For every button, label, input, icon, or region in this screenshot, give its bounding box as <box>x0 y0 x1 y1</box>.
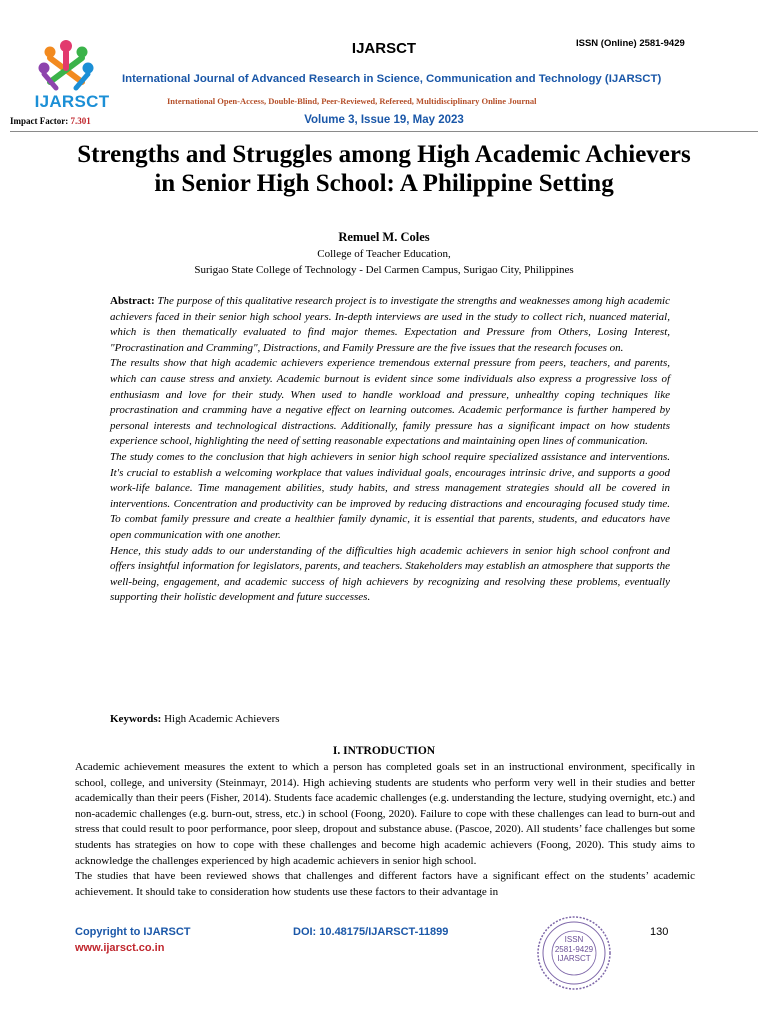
journal-full-name: International Journal of Advanced Research in Science, Communication and Technology (IJARSCT) <box>122 73 662 85</box>
abstract <box>110 294 670 606</box>
keywords-value: High Academic Achievers <box>161 713 280 725</box>
volume-issue: Volume 3, Issue 19, May 2023 <box>304 114 464 126</box>
keywords-label: Keywords: <box>110 713 162 725</box>
abstract-paragraph-1 <box>110 294 670 356</box>
paper-title: Strengths and Struggles among High Academic Achievers in Senior High School: A Philippine Setting <box>77 141 691 197</box>
abstract-label: Abstract <box>110 295 151 307</box>
logo-wordmark: IJARSCT <box>34 92 110 111</box>
abstract-paragraph-4: Hence, this study adds to our understanding of the difficulties high academic achievers in senior high school confront and offers insightful information for legislators, parents, and teachers. Stakeholders may establish an atmosphere that supports the well-being, engagement, and academic success of high achievers by recognizing and resolving these problems, eventually supporting their holistic development and future successes. <box>110 544 670 604</box>
introduction-body <box>75 760 695 900</box>
issn-seal-text <box>536 935 612 964</box>
affiliation-line-1: College of Teacher Education, <box>317 248 451 260</box>
introduction-paragraph-1: Academic achievement measures the extent to which a person has completed goals set in an instructional environment, specifically in school, college, and university (Steinmayr, 2014). High achieving students are students who perform very well in their studies and better academically than their peers (Fisher, 2014). Students face academic challenges (e.g. understanding the lecture, studying overnight, etc.) and non-academic challenges (e.g. burn-out, stress, etc.) in school (Foong, 2020). Failure to cope with these challenges can lead to burn-out and stress that could result to poor performance, poor sleep, dropout and substance abuse. (Pascoe, 2020). All students’ face challenges but some students has strategies on how to cope with these challenges and become high academic achievers (Foong, 2020). This study aims to acknowledge the challenges experienced by high academic achievers in senior high school. <box>75 761 695 867</box>
paper-author: Remuel M. Coles <box>338 230 430 244</box>
introduction-paragraph-2: The studies that have been reviewed shows that challenges and different factors have a significant effect on the students’ academic achievement. It should take to consideration how students use these factors to their advantage in <box>75 870 695 898</box>
abstract-text-1: The purpose of this qualitative research project is to investigate the strengths and weaknesses among high academic achievers faced in their senior high school years. In-depth interviews are used in the study to collect rich, nuanced material, which is then thematically evaluated to find major themes. Expectation and Pressure from Others, Losing Interest, "Procrastination and Cramming", Distractions, and Family Pressure are the five issues that the research focuses on. <box>110 295 670 354</box>
keywords <box>110 713 280 725</box>
impact-factor-value: 7.301 <box>70 116 91 126</box>
impact-factor-label: Impact Factor: <box>10 116 69 126</box>
footer-doi-link[interactable]: DOI: 10.48175/IJARSCT-11899 <box>293 926 449 938</box>
footer-website-link[interactable]: www.ijarsct.co.in <box>75 942 165 954</box>
abstract-colon: : <box>150 295 155 307</box>
seal-line-2: 2581-9429 <box>554 944 594 954</box>
abstract-paragraph-3: The study comes to the conclusion that high achievers in senior high school require specialized assistance and interventions. It's crucial to establish a welcoming workplace that values individual goals, encourages intrinsic drive, and supports a good work-life balance. Time management abilities, study habits, and stress management strategies should all be covered in interventions. Concentration and productivity can be improved by reducing distractions and encouraging focused study time. To combat family pressure and create a healthier family dynamic, it is essential that parents, students, and educators have open communication with one another. <box>110 450 670 541</box>
seal-line-3: IJARSCT <box>557 954 591 963</box>
footer-copyright: Copyright to IJARSCT <box>75 926 191 938</box>
abstract-paragraph-2: The results show that high academic achievers experience tremendous external pressure from peers, teachers, and parents, which can cause stress and anxiety. Academic burnout is evident since some individuals also express a progressive loss of enthusiasm and love for their study. When used to handle workload and pressure, unhealthy coping techniques like procrastination and cramming have a negative effect on learning outcomes. Academic performance is further hampered by personal interests and technological distractions. Additionally, family pressure has a significant impact on how students experience school, highlighting the need of setting reasonable expectations and maintaining open lines of communication. <box>110 357 670 448</box>
affiliation-line-2: Surigao State College of Technology - Del Carmen Campus, Surigao City, Philippines <box>194 263 574 276</box>
page-number: 130 <box>650 926 669 938</box>
journal-tagline: International Open-Access, Double-Blind, Peer-Reviewed, Refereed, Multidisciplinary Online Journal <box>167 96 537 106</box>
author-affiliation <box>0 247 768 278</box>
header-divider <box>10 131 758 132</box>
section-heading-introduction: I. INTRODUCTION <box>332 745 436 757</box>
issn-label: ISSN (Online) 2581-9429 <box>576 38 685 49</box>
journal-abbreviation: IJARSCT <box>351 40 417 57</box>
seal-line-1: ISSN <box>564 935 584 944</box>
